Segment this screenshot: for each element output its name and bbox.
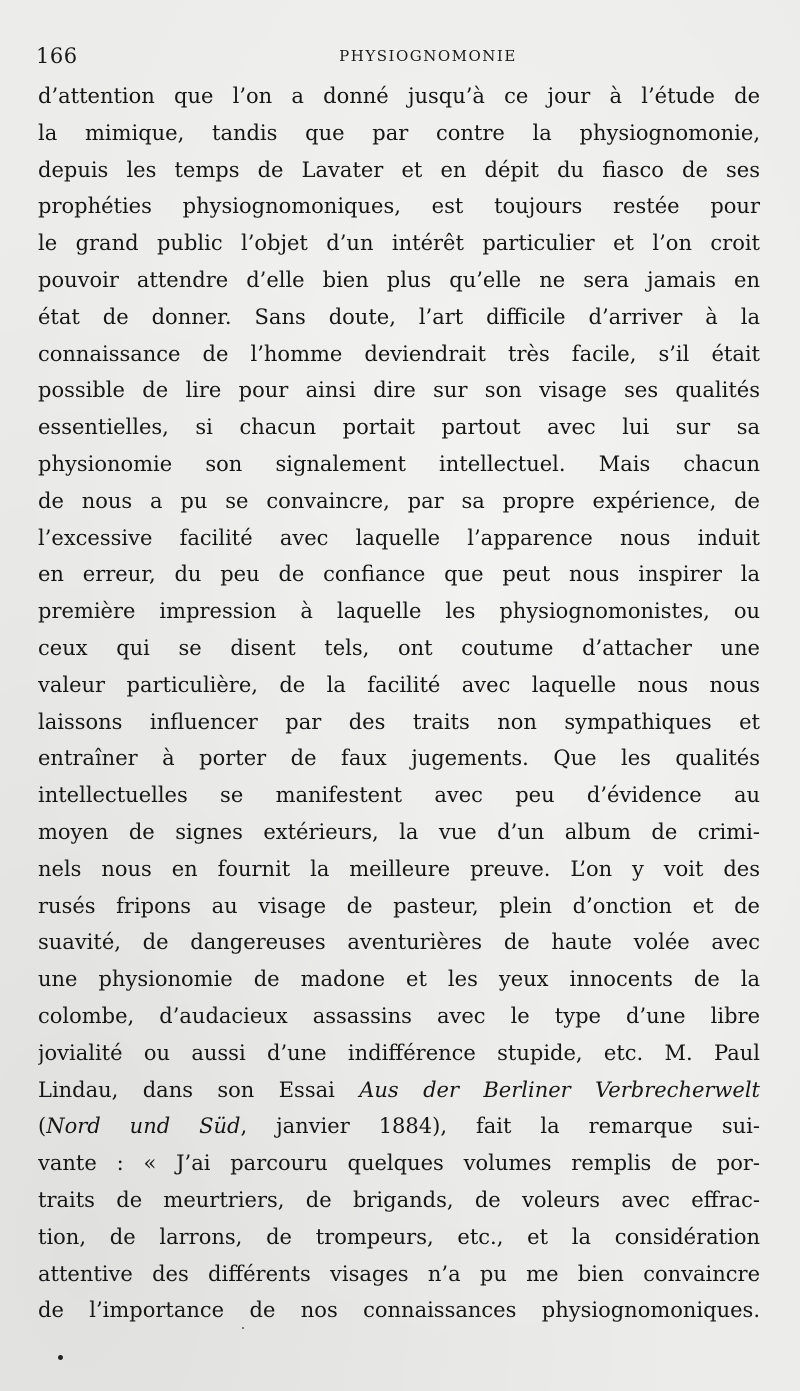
page-header	[36, 44, 760, 74]
text-line: laissons influencer par des traits non sympathiques et	[38, 709, 760, 734]
text-line: en erreur, du peu de confiance que peut nous inspirer la	[38, 562, 760, 587]
italic-title: Aus der Berliner Verbrecherwelt	[359, 1077, 760, 1102]
text-line: ceux qui se disent tels, ont coutume d’attacher une	[38, 635, 760, 660]
text-run: Lindau, dans son Essai	[38, 1077, 360, 1102]
text-run: , janvier 1884), fait la remarque sui-	[240, 1114, 760, 1139]
ink-speck	[242, 1327, 244, 1329]
text-line: attentive des différents visages n’a pu me bien convaincre	[38, 1261, 760, 1286]
text-line: traits de meurtriers, de brigands, de voleurs avec effrac-	[38, 1187, 760, 1212]
text-line: la mimique, tandis que par contre la physiognomonie,	[38, 120, 760, 145]
text-line	[38, 1108, 760, 1145]
text-line: tion, de larrons, de trompeurs, etc., et la considération	[38, 1224, 760, 1249]
page-number: 166	[36, 44, 78, 68]
text-line: physionomie son signalement intellectuel. Mais chacun	[38, 451, 760, 476]
text-line: le grand public l’objet d’un intérêt particulier et l’on croit	[38, 231, 760, 256]
text-line: essentielles, si chacun portait partout avec lui sur sa	[38, 415, 760, 440]
text-line: rusés fripons au visage de pasteur, plein d’onction et de	[38, 893, 760, 918]
text-line: nels nous en fournit la meilleure preuve. L’on y voit des	[38, 856, 760, 881]
text-line: état de donner. Sans doute, l’art difficile d’arriver à la	[38, 304, 760, 329]
text-line: suavité, de dangereuses aventurières de haute volée avec	[38, 930, 760, 955]
text-line: moyen de signes extérieurs, la vue d’un album de crimi-	[38, 819, 760, 844]
text-line: valeur particulière, de la facilité avec laquelle nous nous	[38, 672, 760, 697]
text-line: possible de lire pour ainsi dire sur son visage ses qualités	[38, 378, 760, 403]
text-line: de nous a pu se convaincre, par sa propre expérience, de	[38, 488, 760, 513]
text-line: vante : « J’ai parcouru quelques volumes remplis de por-	[38, 1151, 760, 1176]
text-line: entraîner à porter de faux jugements. Que les qualités	[38, 746, 760, 771]
text-line: pouvoir attendre d’elle bien plus qu’elle ne sera jamais en	[38, 267, 760, 292]
text-line: d’attention que l’on a donné jusqu’à ce jour à l’étude de	[38, 84, 760, 108]
ink-speck	[58, 1355, 63, 1360]
text-line: jovialité ou aussi d’une indifférence stupide, etc. M. Paul	[38, 1040, 760, 1065]
text-line: une physionomie de madone et les yeux innocents de la	[38, 967, 760, 992]
text-line: l’excessive facilité avec laquelle l’apparence nous induit	[38, 525, 760, 550]
text-run: (	[38, 1114, 47, 1139]
text-line: intellectuelles se manifestent avec peu d’évidence au	[38, 783, 760, 808]
text-line: première impression à laquelle les physiognomonistes, ou	[38, 599, 760, 624]
italic-title: Nord und Süd	[46, 1114, 241, 1139]
running-title: PHYSIOGNOMONIE	[339, 47, 517, 65]
text-line: de l’importance de nos connaissances physiognomoniques.	[38, 1298, 760, 1323]
text-line	[38, 1072, 760, 1109]
body-text	[38, 78, 760, 1329]
text-line: connaissance de l’homme deviendrait très facile, s’il était	[38, 341, 760, 366]
text-line: prophéties physiognomoniques, est toujours restée pour	[38, 194, 760, 219]
text-line: depuis les temps de Lavater et en dépit du fiasco de ses	[38, 157, 760, 182]
text-line: colombe, d’audacieux assassins avec le type d’une libre	[38, 1003, 760, 1028]
